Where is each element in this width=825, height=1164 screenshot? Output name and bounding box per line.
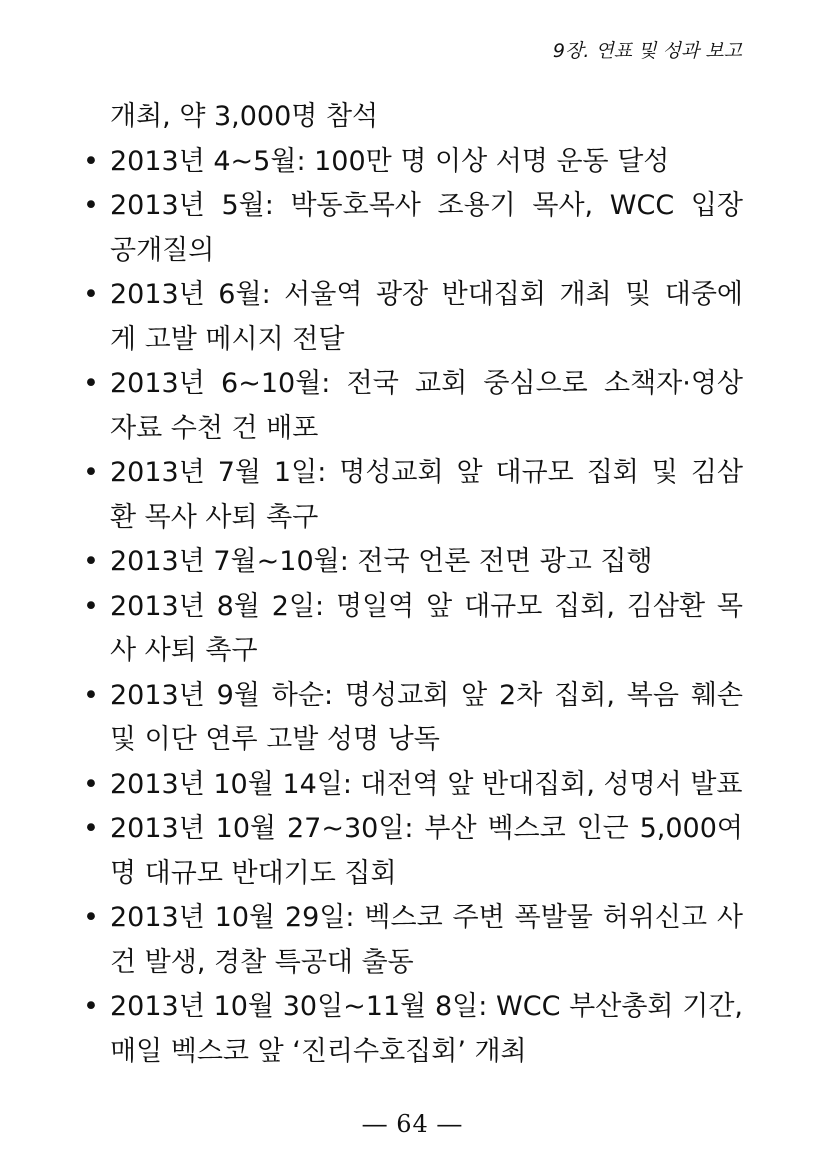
bullet-marker: • <box>83 813 99 844</box>
list-item <box>83 140 743 185</box>
entry-line: 자료 수천 건 배포 <box>110 412 319 444</box>
entry-line: 2013년 6~10월: 전국 교회 중심으로 소책자·영상 <box>110 368 743 399</box>
entry-line: 2013년 10월 14일: 대전역 앞 반대집회, 성명서 발표 <box>110 768 743 800</box>
entry-line: 2013년 7월~10월: 전국 언론 전면 광고 집행 <box>110 546 653 577</box>
list-item <box>83 362 743 451</box>
list-item <box>83 985 743 1074</box>
list-item <box>83 273 743 362</box>
chronology-list <box>83 95 743 1074</box>
list-item <box>83 540 743 585</box>
entry-line: 2013년 5월: 박동호목사 조용기 목사, WCC 입장 <box>110 190 743 221</box>
entry-line: 명 대규모 반대기도 집회 <box>110 857 397 889</box>
list-item <box>83 674 743 763</box>
entry-line: 사 사퇴 촉구 <box>110 635 258 666</box>
entry-line: 2013년 10월 27~30일: 부산 벡스코 인근 5,000여 <box>110 813 743 844</box>
entries-container <box>83 140 743 1075</box>
list-item <box>83 451 743 540</box>
list-item <box>83 763 743 808</box>
entry-line: 2013년 4~5월: 100만 명 이상 서명 운동 달성 <box>110 145 670 177</box>
bullet-marker: • <box>83 768 99 800</box>
list-item <box>83 585 743 674</box>
list-item <box>83 184 743 273</box>
page-number: ― 64 ― <box>362 1110 463 1138</box>
entry-line: 공개질의 <box>110 234 215 266</box>
entry-line: 매일 벡스코 앞 ‘진리수호집회’ 개최 <box>110 1035 527 1067</box>
entry-line: 2013년 9월 하순: 명성교회 앞 2차 집회, 복음 훼손 <box>110 679 743 711</box>
entry-line: 환 목사 사퇴 촉구 <box>110 501 319 533</box>
bullet-marker: • <box>83 145 99 177</box>
continuation-line: 개최, 약 3,000명 참석 <box>110 101 379 132</box>
entry-line: 2013년 10월 29일: 벡스코 주변 폭발물 허위신고 사 <box>110 902 743 933</box>
bullet-marker: • <box>83 991 99 1022</box>
bullet-marker: • <box>83 546 99 577</box>
bullet-marker: • <box>83 902 99 933</box>
bullet-marker: • <box>83 590 99 622</box>
bullet-marker: • <box>83 279 99 310</box>
bullet-marker: • <box>83 457 99 488</box>
list-item <box>83 807 743 896</box>
entry-line: 및 이단 연루 고발 성명 낭독 <box>110 724 440 755</box>
running-header: 9장. 연표 및 성과 보고 <box>552 40 742 62</box>
entry-line: 게 고발 메시지 전달 <box>110 323 345 355</box>
bullet-marker: • <box>83 679 99 711</box>
bullet-marker: • <box>83 368 99 399</box>
bullet-marker: • <box>83 190 99 221</box>
entry-line: 2013년 10월 30일~11월 8일: WCC 부산총회 기간, <box>110 991 743 1022</box>
entry-line: 2013년 6월: 서울역 광장 반대집회 개최 및 대중에 <box>110 279 743 310</box>
entry-line: 2013년 7월 1일: 명성교회 앞 대규모 집회 및 김삼 <box>110 457 743 488</box>
list-item <box>83 896 743 985</box>
entry-line: 건 발생, 경찰 특공대 출동 <box>110 946 414 978</box>
entry-line: 2013년 8월 2일: 명일역 앞 대규모 집회, 김삼환 목 <box>110 590 743 622</box>
